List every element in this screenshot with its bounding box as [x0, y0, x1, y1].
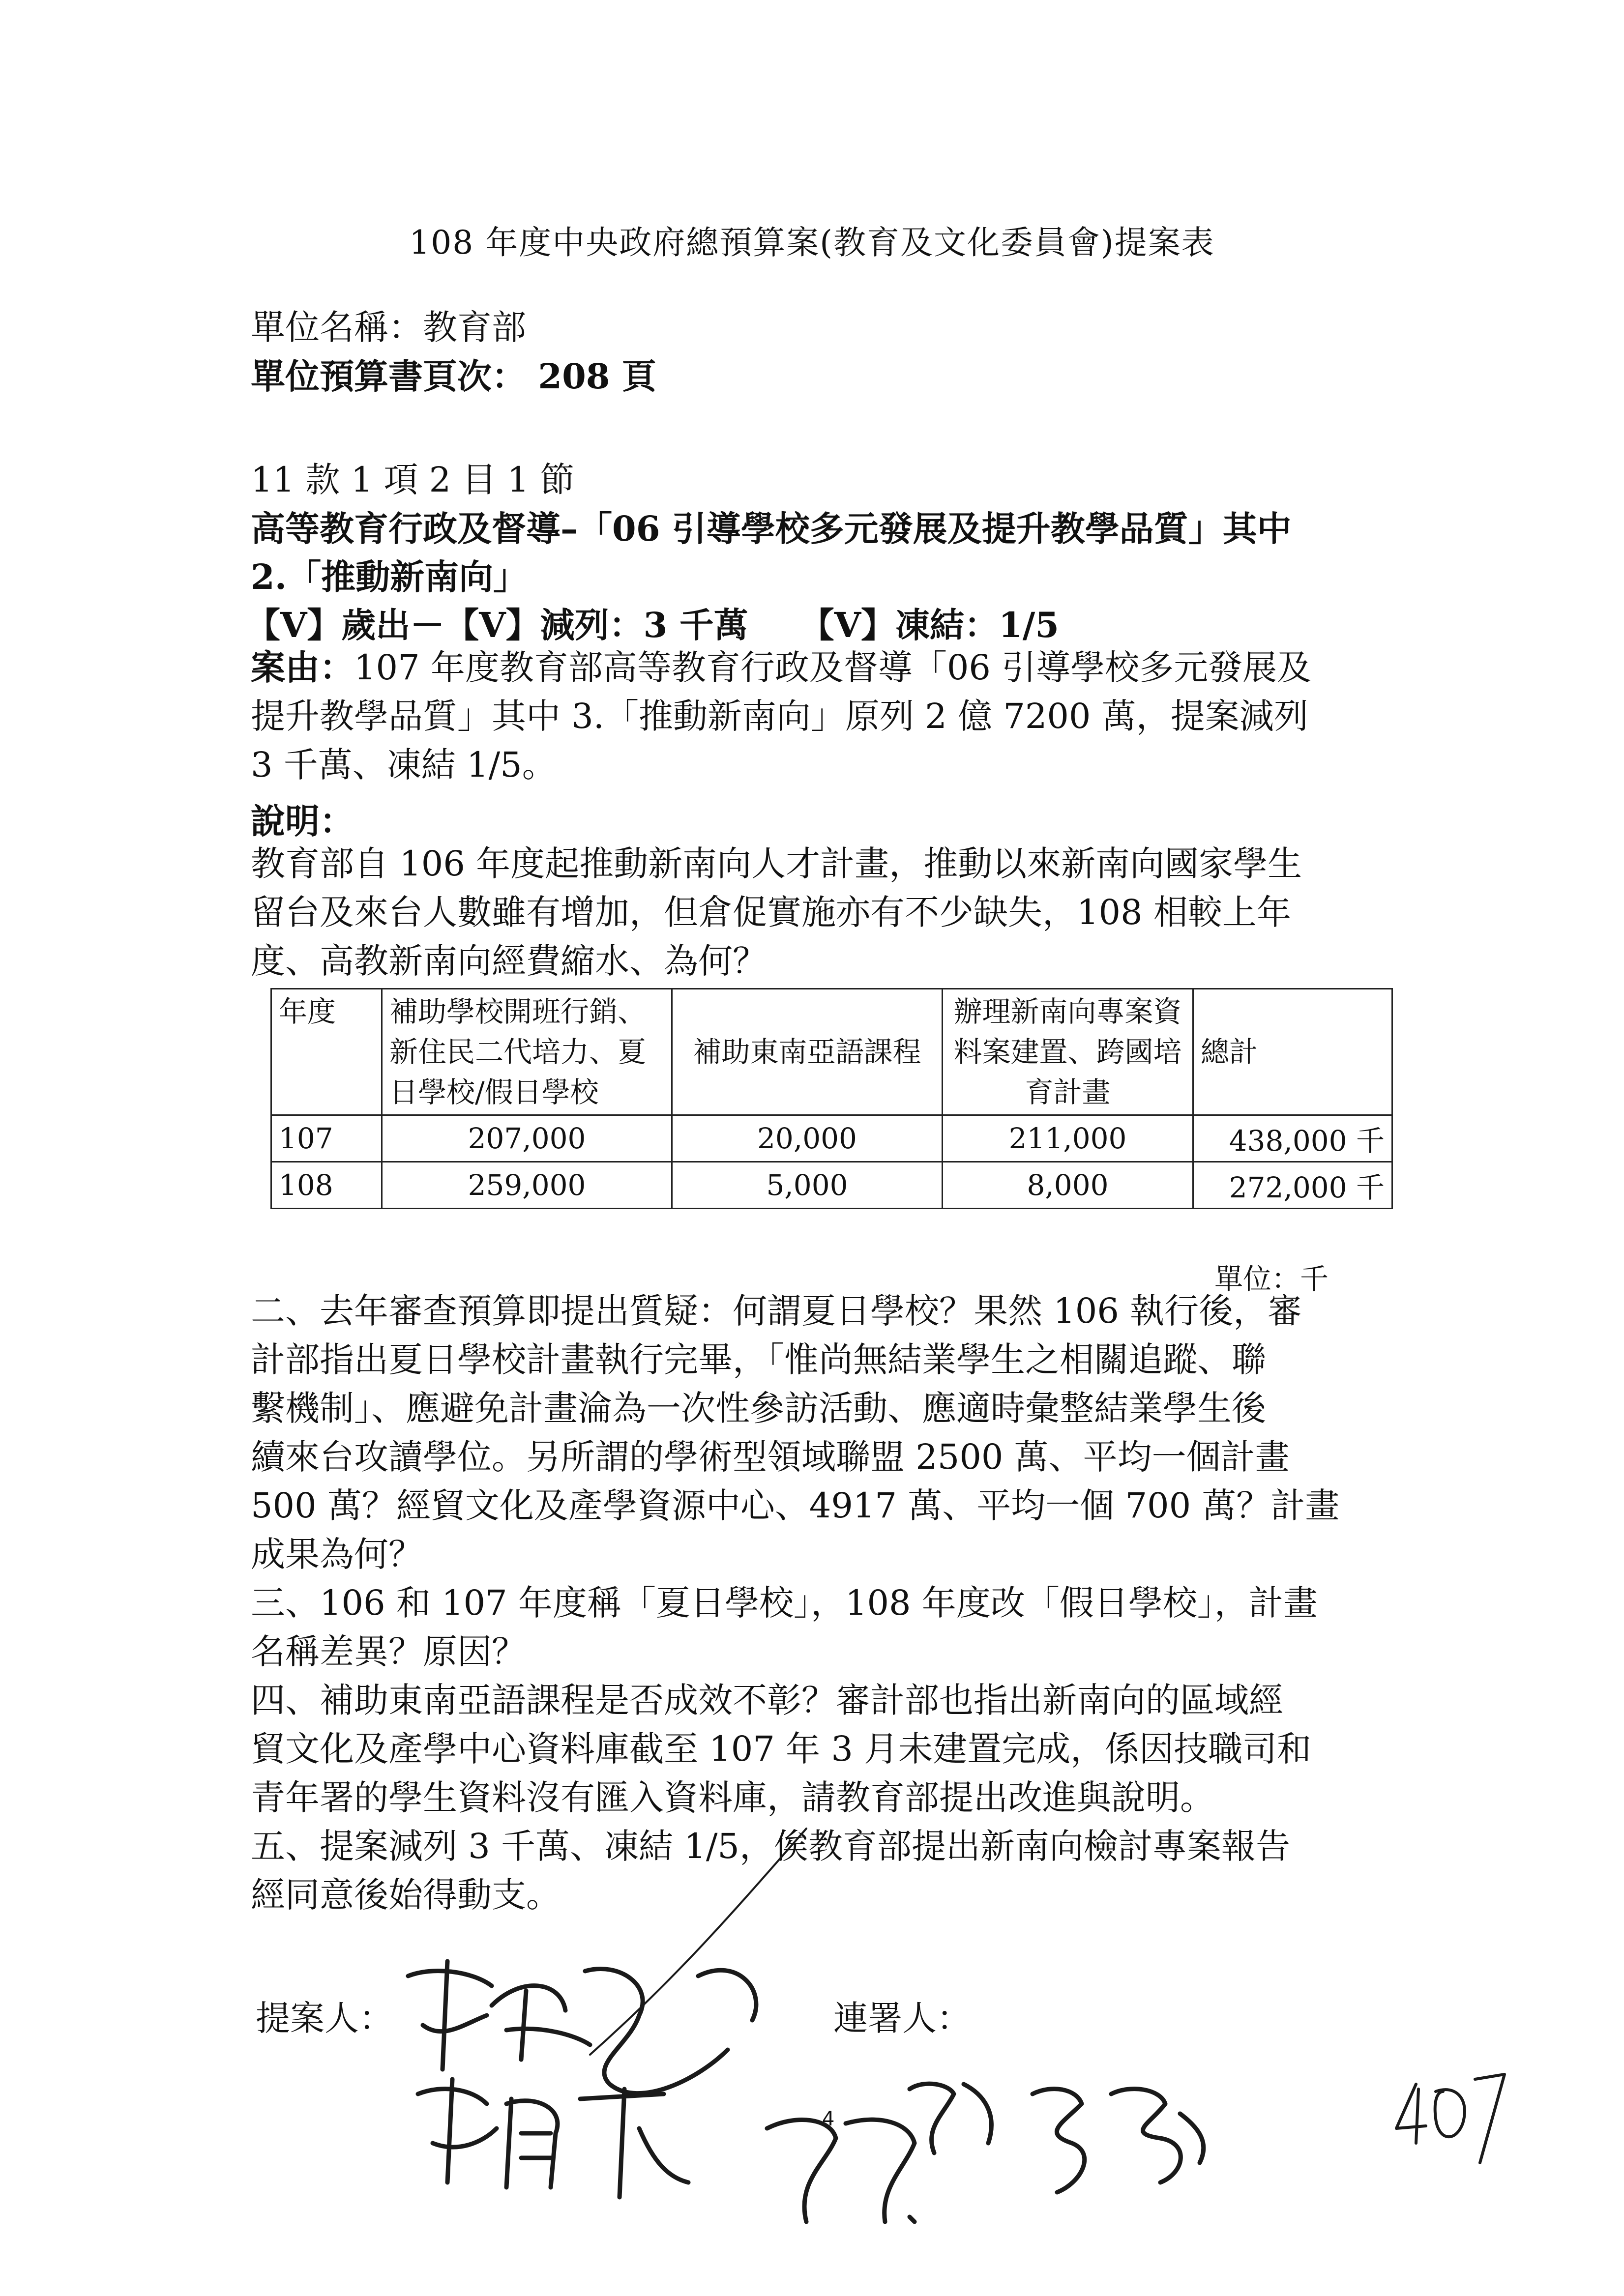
- point-five-line: 經同意後始得動支。: [251, 1875, 561, 1915]
- table-cell: 272,000 千: [1193, 1162, 1392, 1209]
- point-two-line: 繫機制」、應避免計畫淪為一次性參訪活動、應適時彙整結業學生後: [251, 1388, 1266, 1428]
- handwritten-note-407: [1396, 2074, 1505, 2163]
- proposer-label: 提案人：: [256, 1998, 393, 2038]
- budget-section: 11 款 1 項 2 目 1 節: [251, 460, 575, 500]
- point-two-line: 成果為何？: [251, 1534, 423, 1574]
- reason-line-2: 提升教學品質」其中 3.「推動新南向」原列 2 億 7200 萬，提案減列: [251, 696, 1308, 736]
- cosigner-signature-3: [910, 2084, 1204, 2192]
- table-header-year: 年度: [271, 989, 382, 1115]
- table-cell: 207,000: [382, 1115, 672, 1162]
- program-line-1: 高等教育行政及督導–「06 引導學校多元發展及提升教學品質」其中: [251, 508, 1292, 549]
- point-two-line: 續來台攻讀學位。另所謂的學術型領域聯盟 2500 萬、平均一個計畫: [251, 1437, 1290, 1477]
- table-header-total: 總計: [1193, 989, 1392, 1115]
- table-cell: 107: [271, 1115, 382, 1162]
- reason-label: 案由：: [251, 647, 354, 688]
- reason-line-1: 107 年度教育部高等教育行政及督導「06 引導學校多元發展及: [354, 647, 1312, 688]
- table-cell: 8,000: [943, 1162, 1193, 1209]
- action-line: 【V】歲出－【V】減列：3 千萬 【V】凍結：1/5: [246, 605, 1059, 645]
- point-three-line: 名稱差異？原因？: [251, 1631, 526, 1672]
- point-four-line: 四、補助東南亞語課程是否成效不彰？審計部也指出新南向的區域經: [251, 1680, 1283, 1720]
- table-cell: 5,000: [672, 1162, 943, 1209]
- explain-label: 說明：: [251, 801, 354, 842]
- cosigner-label: 連署人：: [833, 1998, 971, 2038]
- point-two-line: 二、去年審查預算即提出質疑：何謂夏日學校？果然 106 執行後，審: [251, 1291, 1302, 1331]
- table-cell: 438,000 千: [1193, 1115, 1392, 1162]
- explain-line-2: 留台及來台人數雖有增加，但倉促實施亦有不少缺失，108 相較上年: [251, 892, 1291, 932]
- document-title: 108 年度中央政府總預算案(教育及文化委員會)提案表: [409, 224, 1215, 262]
- reason-line-3: 3 千萬、凍結 1/5。: [251, 745, 557, 785]
- table-header-col2: 補助東南亞語課程: [672, 989, 943, 1115]
- explain-line-3: 度、高教新南向經費縮水、為何？: [251, 941, 767, 981]
- program-line-2: 2.「推動新南向」: [251, 556, 528, 597]
- point-three-line: 三、106 和 107 年度稱「夏日學校」，108 年度改「假日學校」，計畫: [251, 1583, 1318, 1623]
- explain-line-1: 教育部自 106 年度起推動新南向人才計畫，推動以來新南向國家學生: [251, 843, 1302, 884]
- table-cell: 20,000: [672, 1115, 943, 1162]
- pen-stroke: [590, 1829, 806, 2055]
- page-number: 4: [822, 2108, 835, 2130]
- unit-name: 單位名稱：教育部: [251, 307, 526, 348]
- point-two-line: 計部指出夏日學校計畫執行完畢，「惟尚無結業學生之相關追蹤、聯: [251, 1339, 1266, 1380]
- table-unit-note: 單位：千: [1214, 1262, 1329, 1296]
- cosigner-signature-1: [418, 2079, 688, 2197]
- table-header-col1: 補助學校開班行銷、新住民二代培力、夏日學校/假日學校: [382, 989, 672, 1115]
- table-header-col3: 辦理新南向專案資料案建置、跨國培育計畫: [943, 989, 1193, 1115]
- cosigner-signature-2: [767, 2120, 915, 2222]
- proposer-signature: [408, 1961, 756, 2093]
- table-cell: 259,000: [382, 1162, 672, 1209]
- point-two-line: 500 萬？經貿文化及產學資源中心、4917 萬、平均一個 700 萬？計畫: [251, 1485, 1340, 1526]
- point-five-line: 五、提案減列 3 千萬、凍結 1/5，俟教育部提出新南向檢討專案報告: [251, 1826, 1290, 1866]
- table-cell: 108: [271, 1162, 382, 1209]
- point-four-line: 青年署的學生資料沒有匯入資料庫，請教育部提出改進與說明。: [251, 1777, 1214, 1818]
- budget-page: 單位預算書頁次： 208 頁: [251, 356, 656, 397]
- table-cell: 211,000: [943, 1115, 1193, 1162]
- point-four-line: 貿文化及產學中心資料庫截至 107 年 3 月未建置完成，係因技職司和: [251, 1729, 1312, 1769]
